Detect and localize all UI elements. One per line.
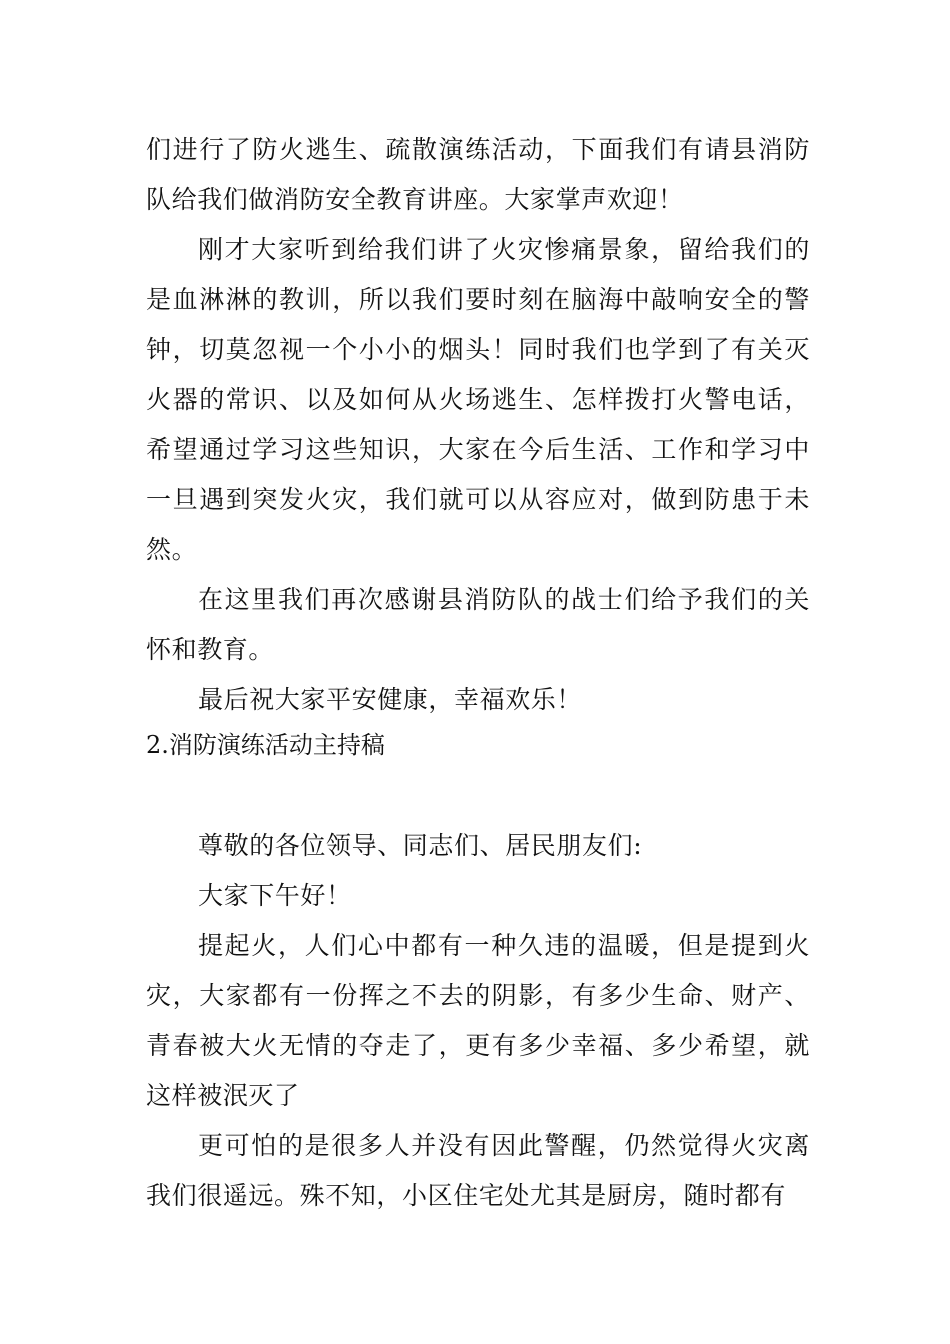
section-spacer <box>146 765 810 821</box>
paragraph-fire-danger: 更可怕的是很多人并没有因此警醒，仍然觉得火灾离我们很遥远。殊不知，小区住宅处尤其是厨房，随时都有 <box>146 1131 810 1210</box>
document-body <box>146 125 810 1221</box>
paragraph-intro-continuation: 们进行了防火逃生、疏散演练活动，下面我们有请县消防队给我们做消防安全教育讲座。大家掌声欢迎！ <box>146 135 810 214</box>
paragraph-fire-reflection: 提起火，人们心中都有一种久违的温暖，但是提到火灾，大家都有一份挥之不去的阴影，有多少生命、财产、青春被大火无情的夺走了，更有多少幸福、多少希望，就这样被泯灭了 <box>146 931 810 1110</box>
paragraph-greeting: 大家下午好！ <box>198 881 352 910</box>
paragraph-salutation: 尊敬的各位领导、同志们、居民朋友们: <box>198 831 643 860</box>
section-heading: 2.消防演练活动主持稿 <box>146 731 385 759</box>
paragraph-lecture-summary: 刚才大家听到给我们讲了火灾惨痛景象，留给我们的是血淋淋的教训，所以我们要时刻在脑海中敲响安全的警钟，切莫忽视一个小小的烟头！同时我们也学到了有关灭火器的常识、以及如何从火场逃生、怎样拨打火警电话，希望通过学习这些知识，大家在今后生活、工作和学习中一旦遇到突发火灾，我们就可以从容应对，做到防患于未然。 <box>146 235 810 564</box>
paragraph-thanks: 在这里我们再次感谢县消防队的战士们给予我们的关怀和教育。 <box>146 585 810 664</box>
paragraph-closing-wishes: 最后祝大家平安健康，幸福欢乐！ <box>198 685 583 714</box>
